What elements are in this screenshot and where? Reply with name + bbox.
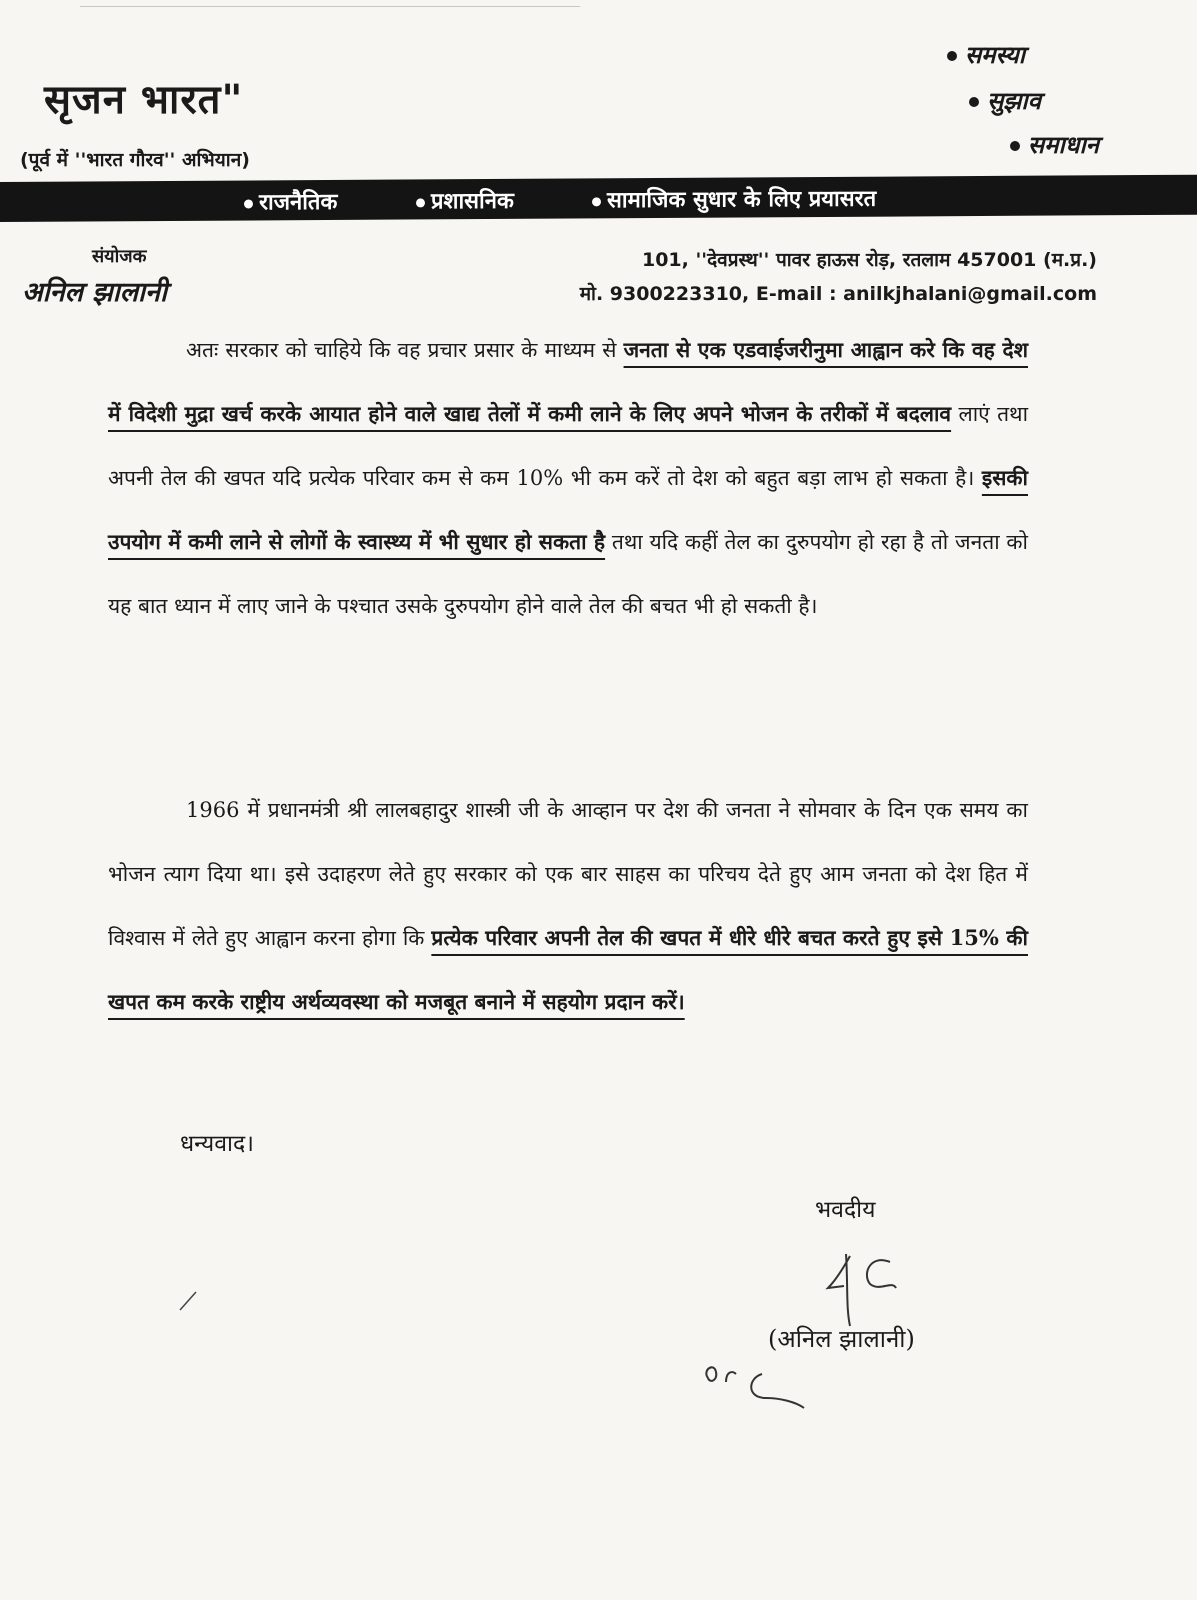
organization-former-name: (पूर्व में ''भारत गौरव'' अभियान): [20, 149, 250, 171]
p1-underlined-2: इसकी उपयोग में कमी लाने से लोगों के स्वास्थ्य में भी सुधार हो सकता है: [108, 465, 1028, 554]
p2-text-a: 1966 में प्रधानमंत्री श्री लालबहादुर शास्त्री जी के आव्हान पर देश की जनता ने सोमवार के दिन एक समय का भोजन त्याग दिया था। इसे उदाहरण लेते हुए सरकार को एक बार साहस का परिचय देते हुए आम जनता को देश हित में विश्वास में लेते हुए आह्वान करना होगा कि: [108, 798, 1028, 950]
p1-underlined-1: जनता से एक एडवाईजरीनुमा आह्वान करे कि वह देश में विदेशी मुद्रा खर्च करके आयात होने वाले खाद्य तेलों में कमी लाने के लिए अपने भोजन के तरीकों में बदलाव: [108, 337, 1028, 426]
letterhead-band: [0, 175, 1197, 222]
address: 101, ''देवप्रस्थ'' पावर हाऊस रोड़, रतलाम 457001 (म.प्र.): [641, 249, 1097, 271]
page-top-edge: [80, 0, 580, 7]
band-item-political: राजनैतिक: [244, 186, 337, 217]
stray-pen-mark: [176, 1290, 200, 1314]
thanks: धन्यवाद।: [180, 1131, 254, 1157]
bullet-dot-icon: [1010, 141, 1020, 151]
p1-text-c: तथा यदि कहीं तेल का दुरुपयोग हो रहा है तो जनता को यह बात ध्यान में लाए जाने के पश्चात उसके दुरुपयोग होने वाले तेल की बचत भी हो सकती है।: [108, 530, 1028, 618]
bullet-dot-icon: [947, 51, 957, 61]
body-paragraph-1: [108, 318, 1028, 638]
p1-text-b: लाएं तथा अपनी तेल की खपत यदि प्रत्येक परिवार कम से कम 10% भी कम करें तो देश को बहुत बड़ा लाभ हो सकता है।: [108, 402, 1029, 490]
bullet-dot-icon: [592, 197, 601, 206]
contact-info: मो. 9300223310, E-mail : anilkjhalani@gmail.com: [579, 283, 1097, 305]
body-paragraph-2: [108, 778, 1028, 1034]
tagline-problem: समस्या: [947, 38, 1025, 71]
p1-text-a: अतः सरकार को चाहिये कि वह प्रचार प्रसार के माध्यम से: [186, 338, 624, 362]
tagline-suggestion: सुझाव: [969, 84, 1041, 117]
bullet-dot-icon: [244, 199, 253, 208]
closing-yours: भवदीय: [815, 1197, 876, 1223]
convener-name: अनिल झालानी: [22, 277, 167, 308]
handwritten-initials: [700, 1352, 820, 1412]
handwritten-signature: [810, 1244, 920, 1334]
tagline-solution: समाधान: [1010, 128, 1099, 161]
p2-underlined: प्रत्येक परिवार अपनी तेल की खपत में धीरे धीरे बचत करते हुए इसे 15% की खपत कम करके राष्ट्रीय अर्थव्यवस्था को मजबूत बनाने में सहयोग प्रदान करें।: [108, 925, 1028, 1014]
organization-name: सृजन भारत": [44, 76, 244, 123]
bullet-dot-icon: [416, 198, 425, 207]
signatory-name: (अनिल झालानी): [768, 1325, 915, 1353]
band-item-administrative: प्रशासनिक: [416, 185, 514, 216]
bullet-dot-icon: [969, 97, 979, 107]
convener-label: संयोजक: [92, 246, 147, 267]
band-item-social-reform: सामाजिक सुधार के लिए प्रयासरत: [592, 183, 876, 215]
